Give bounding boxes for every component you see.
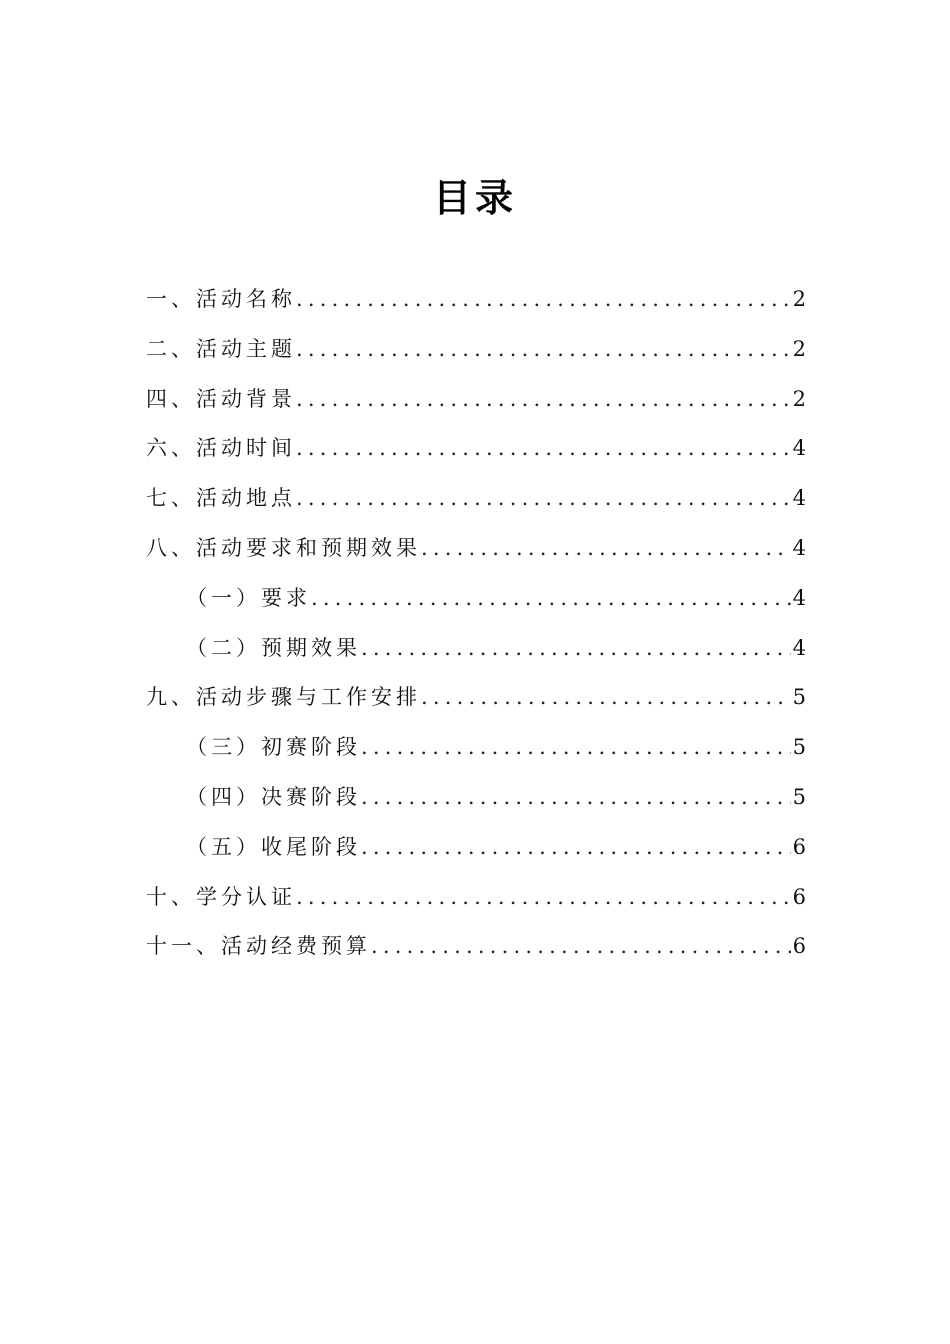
- toc-entry-page: 4: [792, 635, 806, 660]
- toc-entry-label: 六、活动时间: [146, 436, 296, 461]
- toc-leader-dots: [421, 524, 791, 574]
- toc-entry-label: （四）决赛阶段: [186, 784, 361, 809]
- toc-title: 目录: [432, 176, 517, 220]
- toc-leader-dots: [421, 673, 791, 723]
- toc-entry-page: 2: [792, 287, 806, 311]
- toc-subentry[interactable]: [146, 823, 806, 873]
- toc-leader-dots: [371, 922, 791, 972]
- toc-subentry[interactable]: [146, 574, 806, 624]
- toc-entry[interactable]: [146, 474, 806, 524]
- toc-leader-dots: [361, 823, 791, 873]
- toc-entry[interactable]: [146, 922, 806, 972]
- toc-entry-label: （二）预期效果: [186, 635, 361, 660]
- toc-leader-dots: [296, 424, 791, 474]
- toc-subentry[interactable]: [146, 773, 806, 823]
- toc-leader-dots: [296, 873, 791, 923]
- toc-entry-label: （一）要求: [186, 585, 311, 610]
- toc-leader-dots: [361, 723, 791, 773]
- toc-entry-page: 4: [792, 535, 806, 560]
- toc-entry-label: （三）初赛阶段: [186, 735, 361, 760]
- toc-list: [146, 275, 806, 972]
- toc-entry-page: 6: [792, 884, 806, 909]
- toc-entry[interactable]: [146, 873, 806, 923]
- toc-entry[interactable]: [146, 424, 806, 474]
- toc-entry-page: 2: [792, 386, 806, 411]
- toc-entry[interactable]: [146, 375, 806, 425]
- toc-leader-dots: [296, 325, 791, 375]
- toc-entry-label: 七、活动地点: [146, 486, 296, 511]
- toc-entry-label: 二、活动主题: [146, 336, 296, 361]
- toc-entry-page: 6: [792, 934, 806, 959]
- toc-entry-page: 4: [792, 585, 806, 610]
- toc-entry-label: 八、活动要求和预期效果: [146, 535, 421, 560]
- toc-subentry[interactable]: [146, 624, 806, 674]
- toc-subentry[interactable]: [146, 723, 806, 773]
- toc-entry-label: 十、学分认证: [146, 884, 296, 909]
- toc-entry-page: 2: [792, 336, 806, 361]
- toc-entry-label: 一、活动名称: [146, 287, 296, 311]
- toc-leader-dots: [296, 375, 791, 425]
- toc-leader-dots: [296, 275, 791, 325]
- toc-entry[interactable]: [146, 325, 806, 375]
- toc-entry-page: 5: [792, 784, 806, 809]
- toc-entry-page: 5: [792, 685, 806, 710]
- toc-leader-dots: [311, 574, 791, 624]
- toc-leader-dots: [296, 474, 791, 524]
- toc-entry-label: （五）收尾阶段: [186, 834, 361, 859]
- toc-leader-dots: [361, 773, 791, 823]
- toc-entry[interactable]: [146, 524, 806, 574]
- toc-entry-page: 4: [792, 486, 806, 511]
- toc-entry-page: 6: [792, 834, 806, 859]
- toc-entry[interactable]: [146, 673, 806, 723]
- toc-entry-page: 4: [792, 436, 806, 461]
- toc-leader-dots: [361, 624, 791, 674]
- toc-entry-label: 四、活动背景: [146, 386, 296, 411]
- toc-entry-page: 5: [792, 735, 806, 760]
- toc-entry[interactable]: [146, 275, 806, 325]
- toc-entry-label: 十一、活动经费预算: [146, 934, 371, 959]
- toc-entry-label: 九、活动步骤与工作安排: [146, 685, 421, 710]
